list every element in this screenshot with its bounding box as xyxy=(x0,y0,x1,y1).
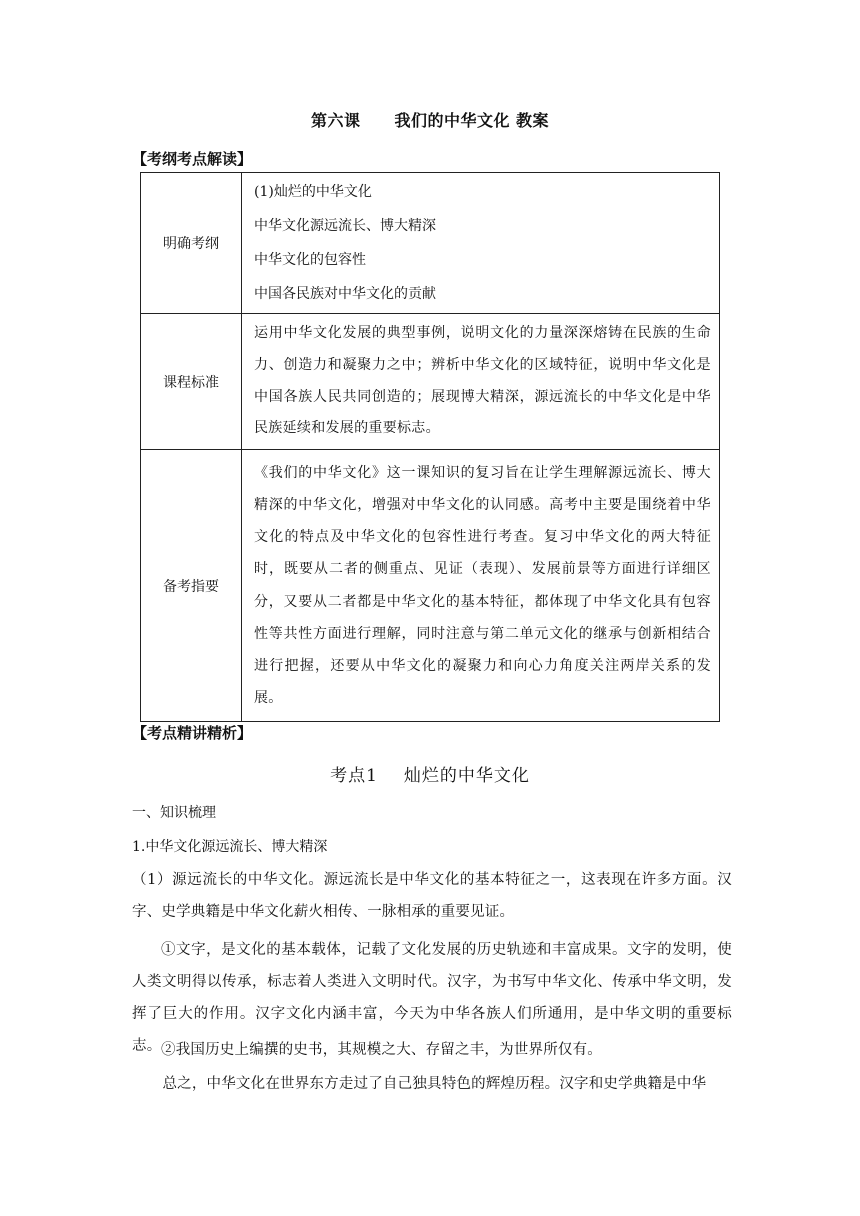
table-row xyxy=(141,173,720,314)
standard-text: 运用中华文化发展的典型事例，说明文化的力量深深熔铸在民族的生命力、创造力和凝聚力之中；辨析中华文化的区域特征，说明中华文化是中国各族人民共同创造的；展现博大精深，源远流长的中华文化是中华民族延续和发展的重要标志。 xyxy=(254,325,711,437)
topic-number: 考点1 xyxy=(330,766,378,786)
section-heading-outline: 【考纲考点解读】 xyxy=(132,150,253,168)
table-row xyxy=(141,314,720,450)
row-label-outline: 明确考纲 xyxy=(141,173,242,314)
outline-table xyxy=(140,172,720,722)
lesson-title xyxy=(0,108,860,131)
row-label-guide: 备考指要 xyxy=(141,450,242,722)
section-heading-analysis: 【考点精讲精析】 xyxy=(132,724,253,742)
paragraph: ②我国历史上编撰的史书，其规模之大、存留之丰，为世界所仅有。 xyxy=(161,1042,602,1058)
topic-name: 灿烂的中华文化 xyxy=(403,766,530,786)
lesson-number: 第六课 xyxy=(310,111,361,130)
paragraph: 总之，中华文化在世界东方走过了自己独具特色的辉煌历程。汉字和史学典籍是中华 xyxy=(162,1076,707,1092)
lesson-name: 我们的中华文化 教案 xyxy=(394,111,550,130)
topic-title xyxy=(0,761,860,786)
table-row xyxy=(141,450,720,722)
outline-line: 中华文化源远流长、博大精深 xyxy=(254,218,436,234)
outline-line: (1)灿烂的中华文化 xyxy=(254,184,372,200)
outline-line: 中华文化的包容性 xyxy=(254,252,366,268)
guide-text: 《我们的中华文化》这一课知识的复习旨在让学生理解源远流长、博大精深的中华文化，增强对中华文化的认同感。高考中主要是围绕着中华文化的特点及中华文化的包容性进行考查。复习中华文化的两大特征时，既要从二者的侧重点、见证（表现）、发展前景等方面进行详细区分，又要从二者都是中华文化的基本特征，都体现了中华文化具有包容性等共性方面进行理解，同时注意与第二单元文化的继承与创新相结合进行把握，还要从中华文化的凝聚力和向心力角度关注两岸关系的发展。 xyxy=(254,464,711,707)
paragraph: ①文字，是文化的基本载体，记载了文化发展的历史轨迹和丰富成果。文字的发明，使人类文明得以传承，标志着人类进入文明时代。汉字，为书写中华文化、传承中华文明，发挥了巨大的作用。汉字文化内涵丰富，今天为中华各族人们所通用，是中华文明的重要标志。 xyxy=(132,942,732,1054)
row-content-guide xyxy=(242,450,720,722)
row-label-standard: 课程标准 xyxy=(141,314,242,450)
point-heading: 1.中华文化源远流长、博大精深 xyxy=(132,839,328,855)
paragraph: （1）源远流长的中华文化。源远流长是中华文化的基本特征之一，这表现在许多方面。汉字、史学典籍是中华文化薪火相传、一脉相承的重要见证。 xyxy=(132,872,732,920)
row-content-outline xyxy=(242,173,720,314)
knowledge-heading: 一、知识梳理 xyxy=(132,805,216,821)
outline-line: 中国各民族对中华文化的贡献 xyxy=(254,286,436,302)
row-content-standard xyxy=(242,314,720,450)
